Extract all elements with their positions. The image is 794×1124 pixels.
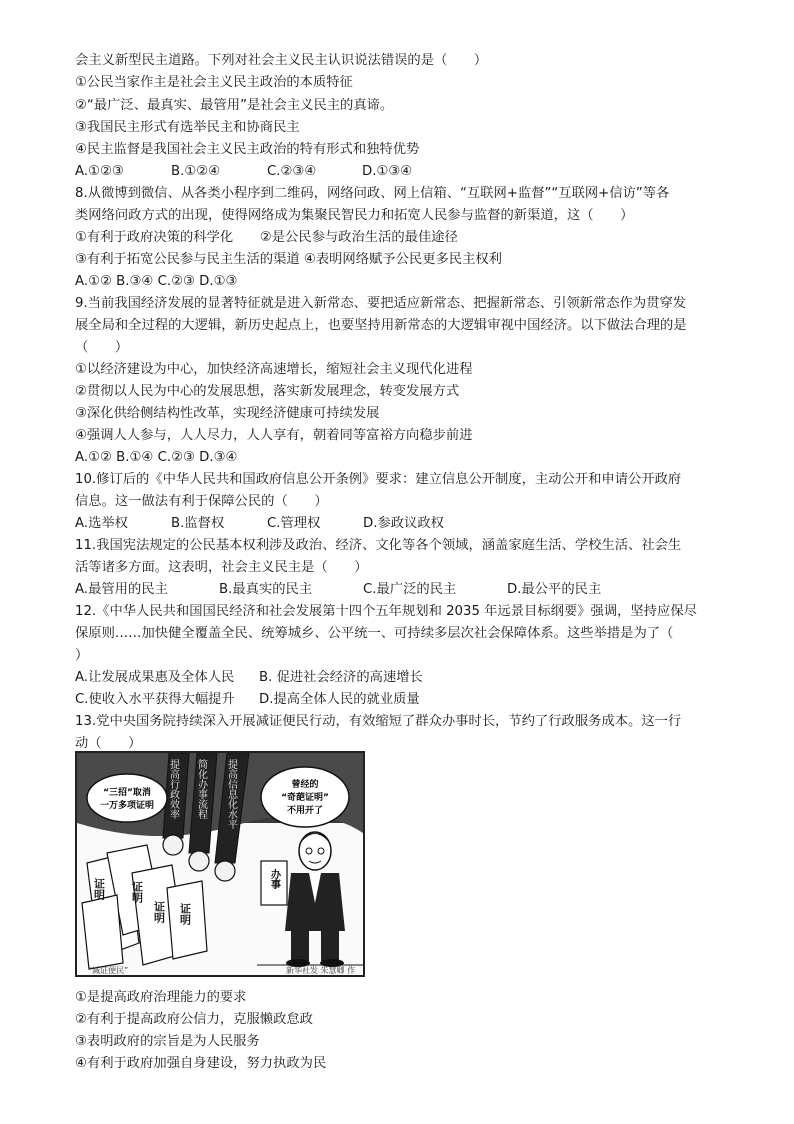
q12-stem-line-1: 12.《中华人民共和国国民经济和社会发展第十四个五年规划和 2035 年远景目标纲要》强调，坚持应保尽 (75, 604, 697, 619)
q9-stem-line-1: 9.当前我国经济发展的显著特征就是进入新常态、要把适应新常态、把握新常态、引领新常态作为贯穿发 (75, 296, 687, 311)
q9-stem-line-3: （ ） (75, 340, 129, 355)
q11-option-b: B.最真实的民主 (219, 582, 313, 597)
right-bubble-line-3: 不用开了 (286, 806, 324, 816)
sleeve-text-2: 简化办事流程 (195, 759, 207, 819)
paper-label-4: 证明 (178, 903, 192, 925)
cartoon-caption-title: “减证便民” (88, 966, 129, 975)
q7-option-b: B.①②④ (171, 164, 221, 179)
q11-option-c: C.最广泛的民主 (363, 582, 457, 597)
q7-stem-tail: 会主义新型民主道路。下列对社会主义民主认识说法错误的是（ ） (75, 53, 488, 68)
q12-stem-line-3: ） (75, 648, 89, 663)
q10-stem-line-1: 10.修订后的《中华人民共和国政府信息公开条例》要求：建立信息公开制度，主动公开和申请公开政府 (75, 472, 682, 487)
right-bubble-line-2: “奇葩证明” (281, 793, 329, 803)
cartoon-illustration (75, 751, 365, 977)
q10-option-c: C.管理权 (267, 516, 321, 531)
q7-option-d: D.①③④ (362, 164, 413, 179)
q11-stem-line-1: 11.我国宪法规定的公民基本权利涉及政治、经济、文化等各个领域，涵盖家庭生活、学校生活、社会生 (75, 538, 682, 553)
sleeve-text-3: 提高信息化水平 (225, 759, 237, 829)
q8-stem-line-2: 类网络问政方式的出现，使得网络成为集聚民智民力和拓宽人民参与监督的新渠道，这（ ） (75, 208, 634, 223)
left-speech-bubble (87, 774, 167, 822)
q13-item-4: ④有利于政府加强自身建设，努力执政为民 (75, 1056, 327, 1071)
q7-item-1: ①公民当家作主是社会主义民主政治的本质特征 (75, 75, 353, 90)
right-bubble-line-1: 曾经的 (291, 780, 319, 790)
q8-items-line-1: ①有利于政府决策的科学化 ②是公民参与政治生活的最佳途径 (75, 230, 458, 245)
q12-option-a: A.让发展成果惠及全体人民 (75, 670, 235, 685)
q9-item-3: ③深化供给侧结构性改革，实现经济健康可持续发展 (75, 406, 380, 421)
q9-options: A.①② B.①④ C.②③ D.③④ (75, 450, 238, 465)
q9-item-1: ①以经济建设为中心，加快经济高速增长，缩短社会主义现代化进程 (75, 362, 473, 377)
q9-item-2: ②贯彻以人民为中心的发展思想，落实新发展理念，转变发展方式 (75, 384, 460, 399)
q7-item-4: ④民主监督是我国社会主义民主政治的特有形式和独特优势 (75, 142, 420, 157)
q10-option-a: A.选举权 (75, 516, 128, 531)
q10-option-b: B.监督权 (171, 516, 225, 531)
q9-item-4: ④强调人人参与，人人尽力，人人享有，朝着同等富裕方向稳步前进 (75, 428, 473, 443)
q13-item-1: ①是提高政府治理能力的要求 (75, 990, 247, 1005)
q8-items-line-2: ③有利于拓宽公民参与民主生活的渠道 ④表明网络赋予公民更多民主权利 (75, 252, 502, 267)
q7-item-2: ②“最广泛、最真实、最管用”是社会主义民主的真谛。 (75, 98, 394, 113)
sleeve-text-1: 提高行政效率 (167, 759, 179, 819)
q13-stem-line-2: 动（ ） (75, 736, 142, 751)
sign-text: 办事 (268, 869, 280, 889)
q11-option-a: A.最管用的民主 (75, 582, 168, 597)
q10-option-d: D.参政议政权 (363, 516, 444, 531)
q12-option-d: D.提高全体人民的就业质量 (259, 692, 420, 707)
q10-stem-line-2: 信息。这一做法有利于保障公民的（ ） (75, 494, 328, 509)
paper-label-2: 证明 (130, 881, 144, 903)
cartoon-drawing (77, 753, 363, 975)
left-bubble-line-2: 一万多项证明 (99, 801, 155, 811)
q7-option-c: C.②③④ (267, 164, 317, 179)
q12-stem-line-2: 保原则……加快健全覆盖全民、统筹城乡、公平统一、可持续多层次社会保障体系。这些举措是为了（ (75, 626, 674, 641)
q8-stem-line-1: 8.从微博到微信、从各类小程序到二维码，网络问政、网上信箱、“互联网+监督”“互联网+信访”等各 (75, 186, 670, 201)
q12-option-b: B. 促进社会经济的高速增长 (259, 670, 423, 685)
q11-option-d: D.最公平的民主 (507, 582, 602, 597)
q11-stem-line-2: 活等诸多方面。这表明，社会主义民主是（ ） (75, 560, 368, 575)
businessman-figure (285, 832, 345, 967)
q12-option-c: C.使收入水平获得大幅提升 (75, 692, 235, 707)
q7-option-a: A.①②③ (75, 164, 124, 179)
q8-options: A.①② B.③④ C.②③ D.①③ (75, 274, 238, 289)
paper-label-1: 证明 (92, 878, 106, 900)
cartoon-caption-credit: 新华社发 朱慧卿 作 (286, 966, 356, 975)
q9-stem-line-2: 展全局和全过程的大逻辑，新历史起点上，也要坚持用新常态的大逻辑审视中国经济。以下做法合理的是 (75, 318, 687, 333)
paper-label-3: 证明 (152, 901, 166, 923)
left-bubble-line-1: “三招”取消 (103, 788, 151, 798)
q13-item-2: ②有利于提高政府公信力，克服懒政怠政 (75, 1012, 313, 1027)
q13-item-3: ③表明政府的宗旨是为人民服务 (75, 1034, 260, 1049)
q13-stem-line-1: 13.党中央国务院持续深入开展减证便民行动，有效缩短了群众办事时长，节约了行政服务成本。这一行 (75, 714, 682, 729)
q7-item-3: ③我国民主形式有选举民主和协商民主 (75, 120, 300, 135)
